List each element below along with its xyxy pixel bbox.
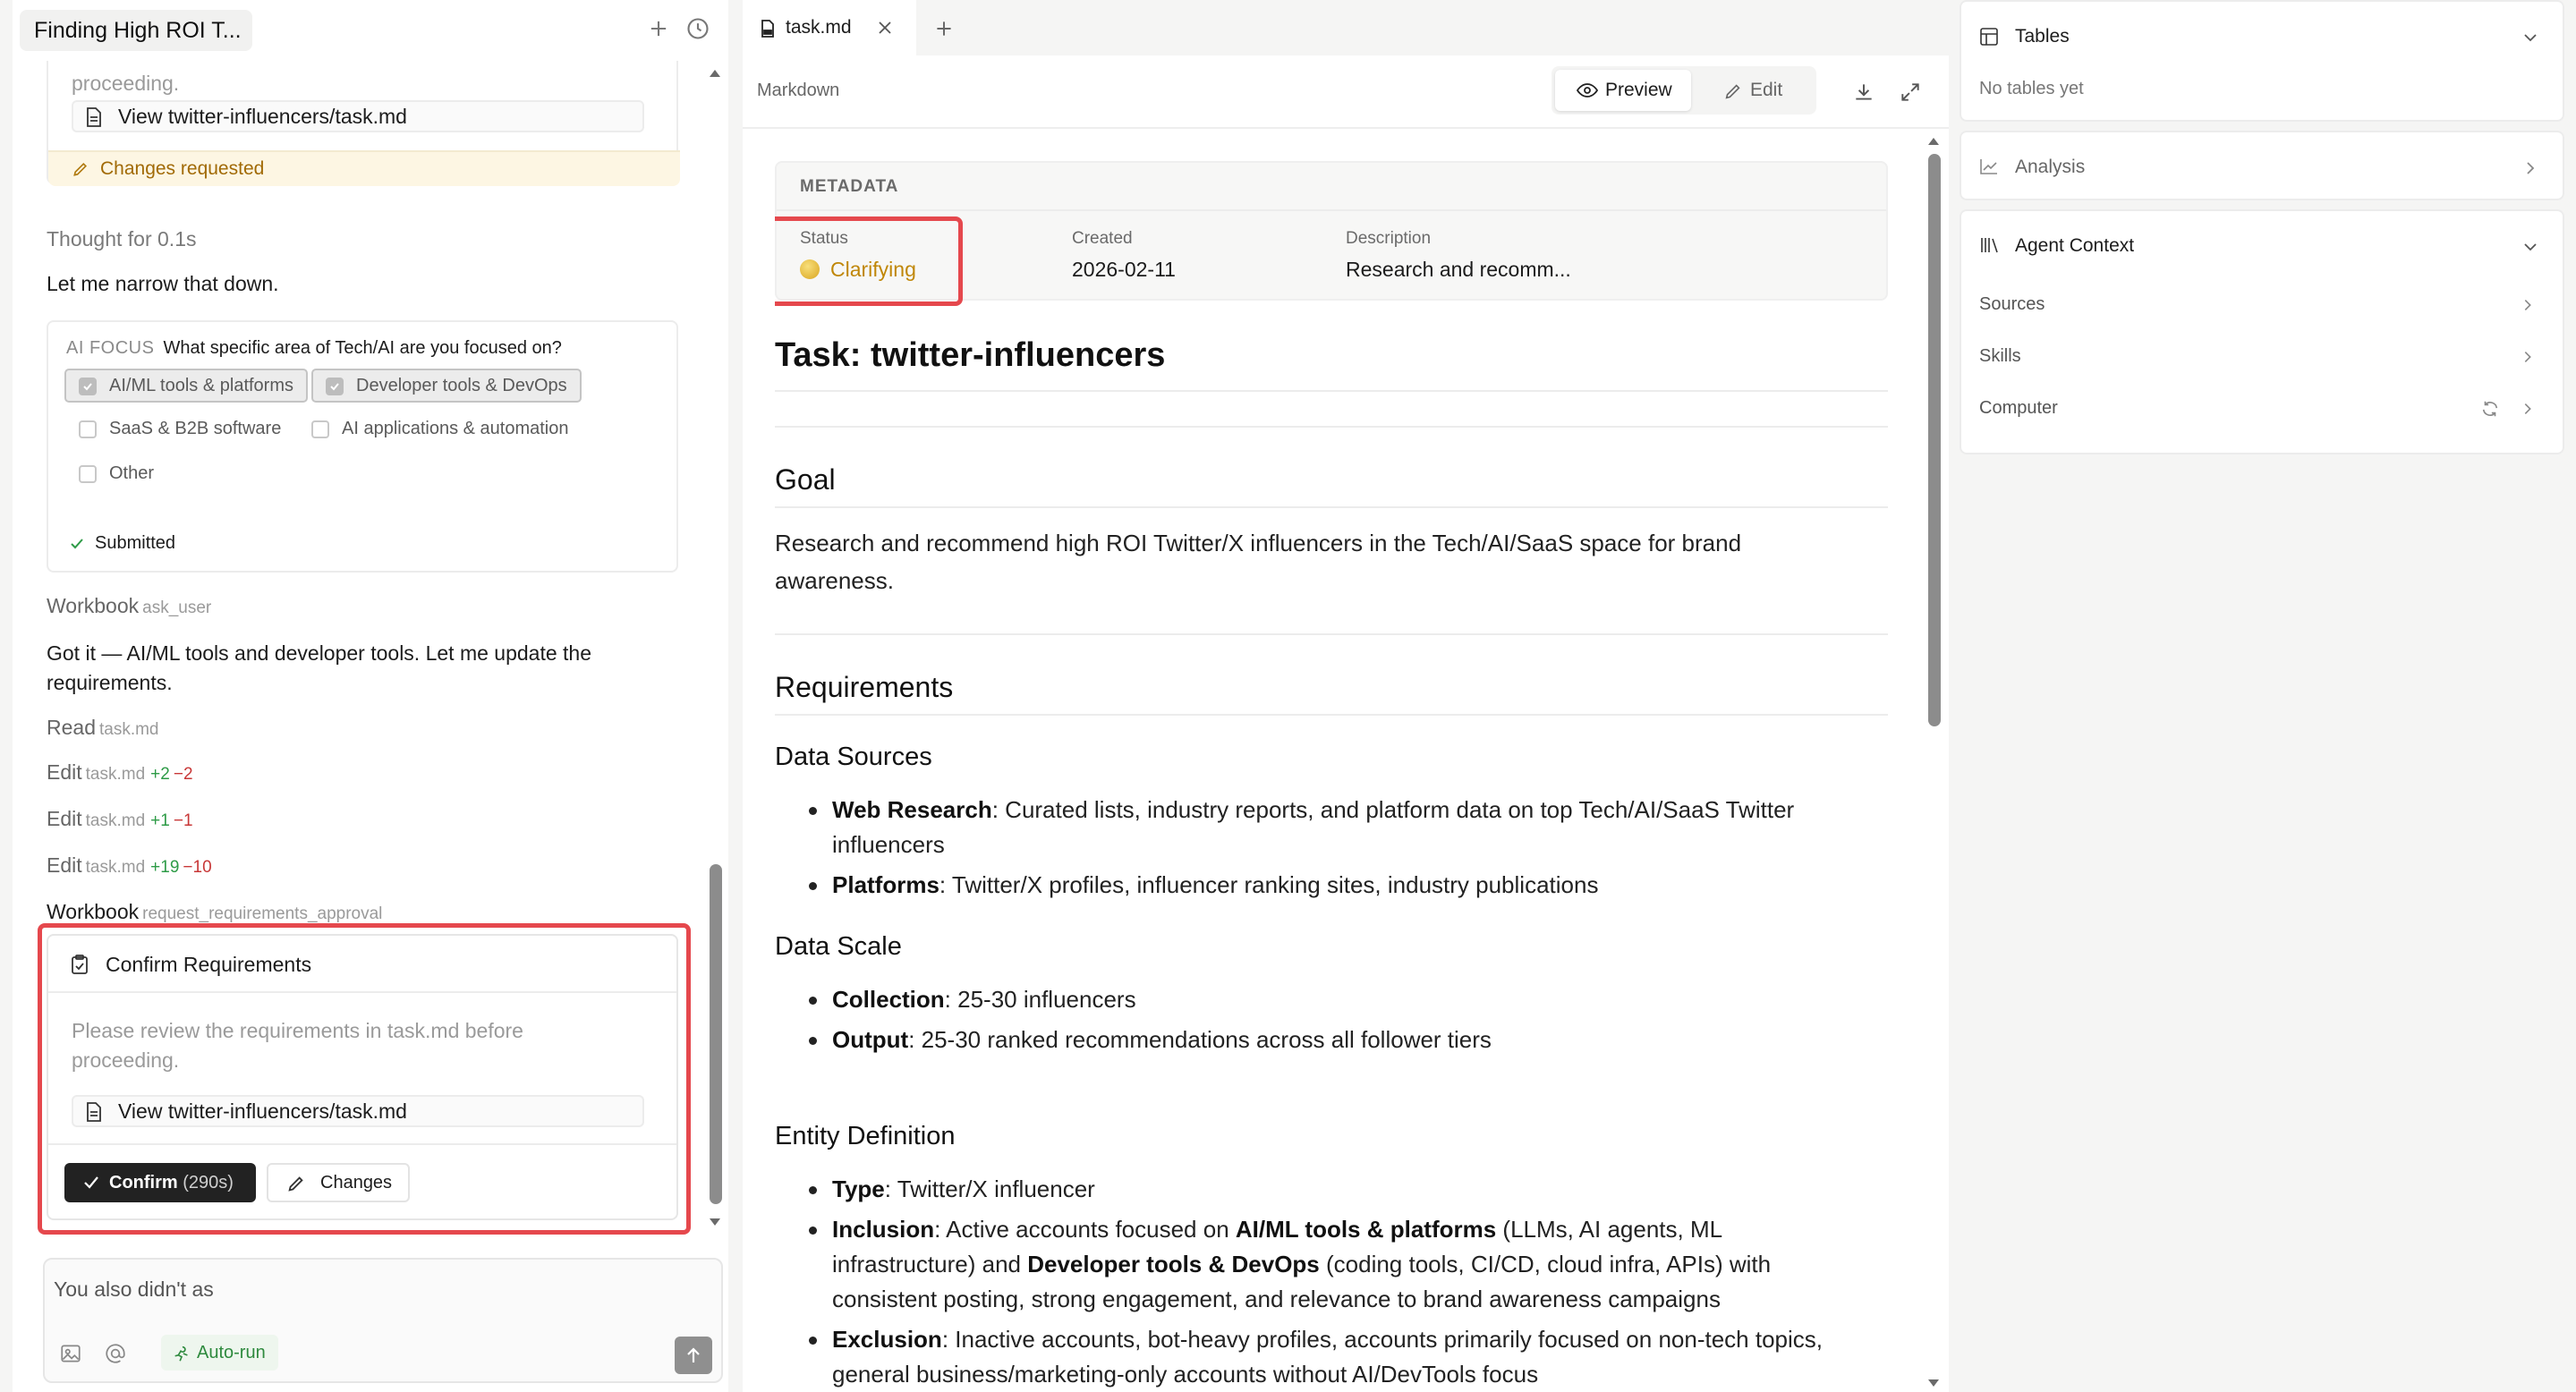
- list-item: Inclusion: Active accounts focused on AI/ML tools & platforms (LLMs, AI agents, ML infrastructure) and Developer tools & DevOps (coding tools, CI/CD, cloud infra, APIs) with consistent posting, strong engagement, and relevance to brand awareness campaigns: [775, 1212, 1849, 1317]
- eye-icon: [1577, 82, 1598, 98]
- table-icon: [1979, 27, 1999, 47]
- confirm-card-description: Please review the requirements in task.md before proceeding.: [72, 1019, 523, 1072]
- option-label: SaaS & B2B software: [109, 419, 282, 438]
- confirm-card-title: Confirm Requirements: [106, 953, 312, 976]
- tool-call-workbook[interactable]: Workbook ask_user: [47, 594, 212, 617]
- changes-requested-banner: [48, 150, 680, 186]
- confirm-button[interactable]: [64, 1163, 256, 1202]
- close-icon[interactable]: [875, 18, 895, 38]
- edit-button[interactable]: [1704, 70, 1811, 111]
- changes-requested-label: Changes requested: [100, 158, 265, 179]
- data-sources-list: [775, 793, 1849, 908]
- ai-focus-card: [47, 320, 678, 573]
- tables-label: Tables: [2015, 26, 2070, 47]
- confirm-label: Confirm: [109, 1173, 178, 1193]
- scroll-down-icon[interactable]: [1927, 1378, 1940, 1388]
- request-changes-button[interactable]: [267, 1163, 410, 1202]
- scroll-up-icon[interactable]: [1927, 136, 1940, 147]
- metadata-heading: METADATA: [777, 163, 1886, 211]
- history-icon[interactable]: [685, 16, 710, 41]
- data-scale-heading: Data Scale: [775, 932, 902, 961]
- checkbox[interactable]: [311, 420, 329, 438]
- option-other[interactable]: [64, 456, 168, 490]
- editor-tabs: [743, 0, 1949, 55]
- mention-icon[interactable]: [104, 1342, 127, 1365]
- tab-task-md[interactable]: [743, 0, 916, 55]
- analysis-header[interactable]: [1961, 132, 2563, 202]
- data-scale-list: [775, 982, 1849, 1063]
- assistant-message: Let me narrow that down.: [47, 272, 279, 295]
- agent-context-section: [1960, 209, 2564, 454]
- send-button[interactable]: [675, 1337, 712, 1374]
- option-developer-tools[interactable]: [311, 369, 582, 403]
- chart-line-icon: [1979, 157, 1999, 175]
- pencil-icon: [1723, 81, 1743, 101]
- status-badge: Clarifying: [800, 258, 916, 282]
- auto-run-toggle[interactable]: [161, 1335, 278, 1371]
- new-chat-icon[interactable]: [646, 16, 671, 41]
- tool-call-edit[interactable]: Edit task.md +1 −1: [47, 807, 193, 830]
- divider: [775, 506, 1888, 508]
- document-preview: [775, 161, 1888, 1392]
- checkbox[interactable]: [79, 378, 97, 395]
- agent-context-header[interactable]: [1961, 211, 2563, 281]
- created-field: [1072, 229, 1176, 282]
- confirm-requirements-card: [47, 934, 678, 1220]
- chat-messages: [13, 61, 728, 1255]
- auto-run-icon: [172, 1344, 191, 1363]
- new-tab-icon[interactable]: [932, 17, 956, 40]
- checkbox[interactable]: [79, 465, 97, 483]
- option-label: Developer tools & DevOps: [356, 376, 567, 395]
- status-field: [800, 229, 916, 282]
- divider: [775, 426, 1888, 428]
- goal-heading: Goal: [775, 463, 836, 496]
- checkbox[interactable]: [79, 420, 97, 438]
- no-tables-message: No tables yet: [1979, 79, 2084, 98]
- ai-focus-question: What specific area of Tech/AI are you focused on?: [163, 338, 562, 358]
- context-sidebar: [1960, 0, 2566, 1392]
- clipboard-check-icon: [70, 954, 89, 975]
- edit-label: Edit: [1750, 80, 1783, 100]
- expand-icon[interactable]: [1899, 81, 1922, 104]
- context-item-skills[interactable]: [1979, 338, 2552, 374]
- context-item-label: Computer: [1979, 398, 2058, 418]
- pencil-icon: [286, 1174, 306, 1193]
- confirm-card-header: [48, 936, 676, 993]
- field-key: Description: [1346, 229, 1432, 248]
- assistant-message: Got it — AI/ML tools and developer tools. Let me update the requirements.: [47, 641, 592, 694]
- submitted-label: Submitted: [95, 533, 176, 553]
- status-dot-icon: [800, 259, 820, 279]
- file-icon: [84, 1101, 104, 1123]
- refresh-icon[interactable]: [2480, 399, 2500, 419]
- chevron-right-icon: [2520, 401, 2536, 417]
- tables-header[interactable]: [1961, 2, 2563, 72]
- file-link-label: View twitter-influencers/task.md: [118, 1099, 407, 1123]
- list-item: Platforms: Twitter/X profiles, influencer ranking sites, industry publications: [775, 868, 1849, 903]
- task-file-link[interactable]: [72, 100, 644, 132]
- message-composer: [43, 1258, 723, 1383]
- auto-run-label: Auto-run: [197, 1343, 266, 1362]
- field-value: Research and recomm...: [1346, 258, 1571, 281]
- format-label: Markdown: [757, 81, 840, 100]
- confirm-countdown: (290s): [183, 1173, 234, 1193]
- scroll-down-icon[interactable]: [709, 1217, 721, 1227]
- entity-definition-list: [775, 1172, 1849, 1392]
- agent-context-label: Agent Context: [2015, 235, 2135, 256]
- chevron-right-icon: [2520, 297, 2536, 313]
- document-pane: [743, 0, 1949, 1392]
- chat-pane: [13, 0, 728, 1392]
- chevron-right-icon[interactable]: [2521, 159, 2539, 177]
- context-item-sources[interactable]: [1979, 286, 2552, 322]
- chat-tab[interactable]: Finding High ROI T...: [20, 10, 252, 51]
- tool-call-workbook[interactable]: Workbook request_requirements_approval: [47, 900, 383, 923]
- changes-label: Changes: [320, 1173, 393, 1193]
- tool-call-read[interactable]: Read task.md: [47, 716, 159, 739]
- list-item: Exclusion: Inactive accounts, bot-heavy profiles, accounts primarily focused on non-tech topics, general business/marketing-only accounts without AI/DevTools focus: [775, 1322, 1849, 1392]
- thought-label[interactable]: Thought for 0.1s: [47, 227, 197, 250]
- analysis-label: Analysis: [2015, 157, 2086, 177]
- description-field: [1346, 229, 1571, 282]
- chevron-down-icon[interactable]: [2521, 29, 2539, 47]
- context-item-computer[interactable]: [1979, 390, 2552, 426]
- option-label: AI/ML tools & platforms: [109, 376, 293, 395]
- check-icon: [68, 535, 86, 553]
- chat-header: [13, 0, 728, 61]
- pencil-icon: [72, 160, 89, 178]
- option-label: AI applications & automation: [342, 419, 569, 438]
- entity-definition-heading: Entity Definition: [775, 1122, 956, 1150]
- list-item: Web Research: Curated lists, industry reports, and platform data on top Tech/AI/SaaS Twitter influencers: [775, 793, 1849, 862]
- document-title: Task: twitter-influencers: [775, 336, 1166, 374]
- scrollbar-thumb[interactable]: [1928, 154, 1941, 726]
- chat-scrollbar[interactable]: [707, 68, 723, 1240]
- submitted-status: [68, 533, 175, 554]
- analysis-section: [1960, 131, 2564, 200]
- option-saas-b2b[interactable]: [64, 412, 295, 446]
- requirements-heading: Requirements: [775, 671, 954, 703]
- document-toolbar: [743, 55, 1949, 129]
- image-icon[interactable]: [59, 1342, 82, 1365]
- task-file-link[interactable]: [72, 1095, 644, 1127]
- option-label: Other: [109, 463, 155, 483]
- divider: [775, 714, 1888, 716]
- data-sources-heading: Data Sources: [775, 743, 932, 771]
- ai-focus-header: [66, 338, 562, 359]
- list-item: Type: Twitter/X influencer: [775, 1172, 1849, 1207]
- divider: [775, 633, 1888, 635]
- ai-focus-label: AI FOCUS: [66, 338, 155, 358]
- tool-call-edit[interactable]: Edit task.md +19 −10: [47, 853, 212, 877]
- library-icon: [1979, 236, 2001, 254]
- goal-text: Research and recommend high ROI Twitter/X influencers in the Tech/AI/SaaS space for brand awareness.: [775, 530, 1742, 594]
- view-toggle: [1552, 66, 1816, 115]
- field-key: Created: [1072, 229, 1133, 248]
- check-icon: [82, 1175, 100, 1191]
- markdown-file-icon: [761, 20, 775, 38]
- chevron-down-icon[interactable]: [2521, 238, 2539, 256]
- context-item-label: Sources: [1979, 294, 2045, 314]
- download-icon[interactable]: [1852, 81, 1875, 104]
- arrow-up-icon: [684, 1345, 702, 1365]
- card-description: proceeding.: [72, 72, 180, 95]
- preview-label: Preview: [1605, 80, 1672, 100]
- field-key: Status: [800, 229, 848, 248]
- checkbox[interactable]: [326, 378, 344, 395]
- chevron-right-icon: [2520, 349, 2536, 365]
- file-link-label: View twitter-influencers/task.md: [118, 105, 407, 128]
- message-input[interactable]: [54, 1267, 698, 1311]
- list-item: Output: 25-30 ranked recommendations across all follower tiers: [775, 1023, 1849, 1057]
- option-ai-applications[interactable]: [297, 412, 583, 446]
- tool-call-edit[interactable]: Edit task.md +2 −2: [47, 760, 193, 784]
- tables-section: [1960, 0, 2564, 122]
- tab-label: task.md: [786, 17, 852, 38]
- context-item-label: Skills: [1979, 346, 2021, 366]
- field-value: 2026-02-11: [1072, 258, 1176, 281]
- divider: [775, 390, 1888, 392]
- preview-button[interactable]: [1555, 70, 1691, 111]
- metadata-panel: [775, 161, 1888, 301]
- file-icon: [84, 106, 104, 128]
- scrollbar-thumb[interactable]: [710, 864, 722, 1204]
- option-ai-ml-tools[interactable]: [64, 369, 308, 403]
- document-scrollbar[interactable]: [1926, 132, 1942, 1392]
- previous-approval-card: [47, 61, 678, 184]
- confirm-card-footer: [48, 1143, 676, 1220]
- list-item: Collection: 25-30 influencers: [775, 982, 1849, 1017]
- scroll-up-icon[interactable]: [709, 68, 721, 79]
